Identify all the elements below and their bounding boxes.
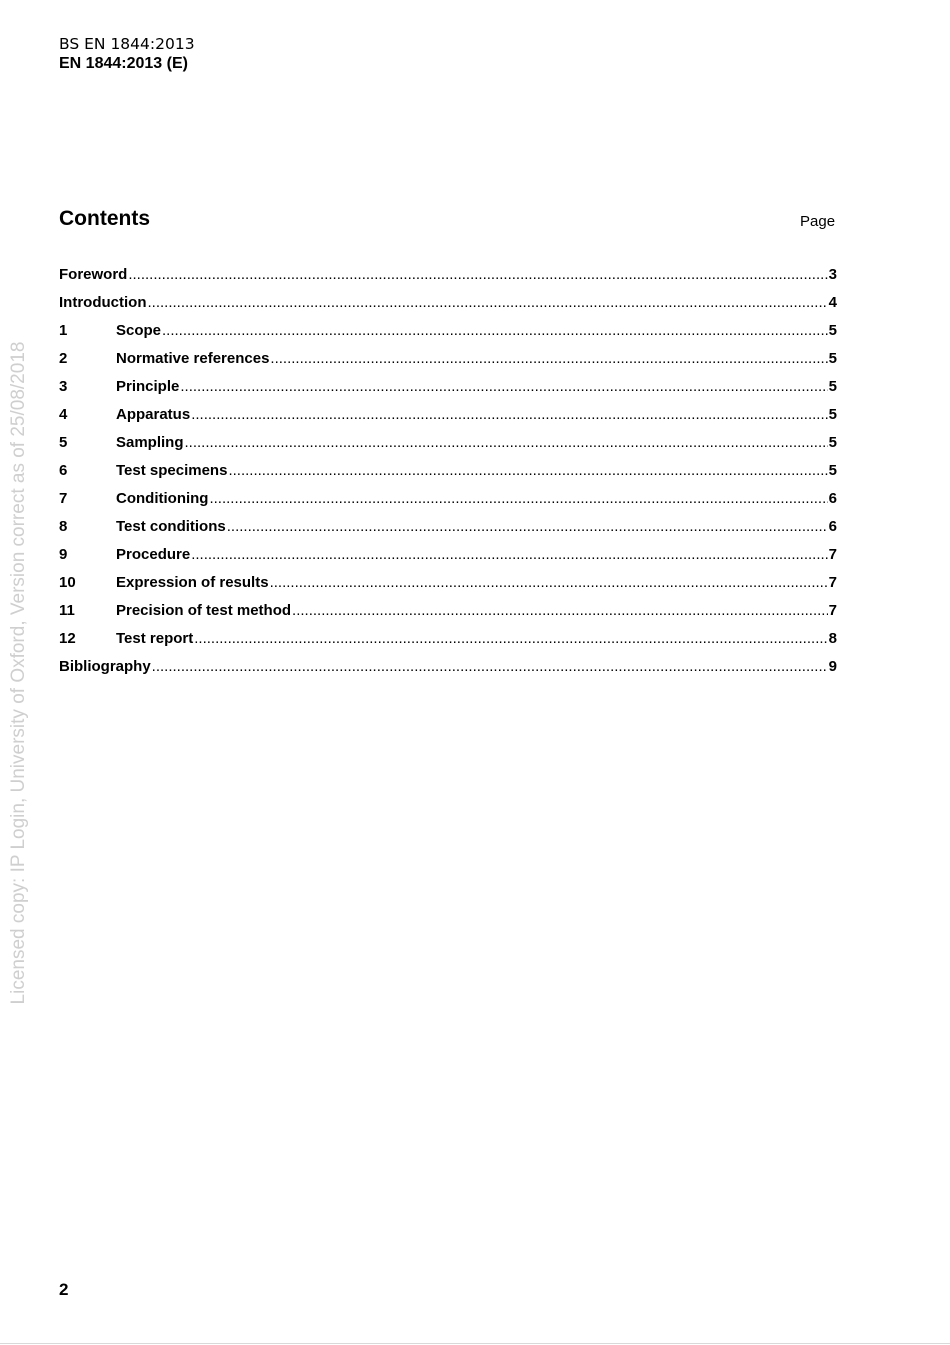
toc-entry-normative-references[interactable] xyxy=(59,350,837,378)
toc-leader-dots xyxy=(162,322,828,339)
page-number: 2 xyxy=(59,1280,69,1299)
toc-entry-number: 12 xyxy=(59,630,76,647)
toc-leader-dots xyxy=(152,658,828,675)
toc-entry-page: 5 xyxy=(828,322,837,339)
toc-entry-label: Procedure xyxy=(116,546,191,563)
toc-leader-dots xyxy=(191,406,827,423)
toc-entry-page: 6 xyxy=(828,518,837,535)
toc-entry-number: 5 xyxy=(59,434,68,451)
toc-entry-apparatus[interactable] xyxy=(59,406,837,434)
toc-entry-bibliography[interactable] xyxy=(59,658,837,686)
toc-entry-test-conditions[interactable] xyxy=(59,518,837,546)
header-standard-bs: BS EN 1844:2013 xyxy=(59,35,195,53)
toc-entry-number: 4 xyxy=(59,406,68,423)
toc-entry-number: 2 xyxy=(59,350,68,367)
toc-entry-label: Test conditions xyxy=(116,518,226,535)
toc-entry-page: 5 xyxy=(828,462,837,479)
toc-entry-sampling[interactable] xyxy=(59,434,837,462)
toc-entry-page: 4 xyxy=(828,294,837,311)
toc-entry-label: Bibliography xyxy=(59,658,151,675)
toc-entry-label: Principle xyxy=(116,378,180,395)
toc-entry-scope[interactable] xyxy=(59,322,837,350)
toc-leader-dots xyxy=(128,266,827,283)
toc-entry-label: Precision of test method xyxy=(116,602,292,619)
toc-entry-introduction[interactable] xyxy=(59,294,837,322)
toc-leader-dots xyxy=(180,378,827,395)
toc-leader-dots xyxy=(270,574,828,591)
toc-entry-principle[interactable] xyxy=(59,378,837,406)
toc-leader-dots xyxy=(194,630,827,647)
toc-entry-page: 5 xyxy=(828,434,837,451)
toc-entry-page: 6 xyxy=(828,490,837,507)
toc-leader-dots xyxy=(292,602,828,619)
toc-entry-number: 7 xyxy=(59,490,68,507)
license-watermark: Licensed copy: IP Login, University of Oxford, Version correct as of 25/08/2018 xyxy=(8,341,29,1005)
toc-entry-conditioning[interactable] xyxy=(59,490,837,518)
contents-title: Contents xyxy=(59,207,150,230)
toc-entry-page: 5 xyxy=(828,350,837,367)
toc-entry-foreword[interactable] xyxy=(59,266,837,294)
toc-entry-number: 10 xyxy=(59,574,76,591)
toc-entry-page: 8 xyxy=(828,630,837,647)
toc-entry-page: 3 xyxy=(828,266,837,283)
toc-entry-expression-of-results[interactable] xyxy=(59,574,837,602)
toc-leader-dots xyxy=(185,434,828,451)
toc-entry-page: 5 xyxy=(828,378,837,395)
toc-entry-label: Foreword xyxy=(59,266,128,283)
toc-leader-dots xyxy=(209,490,827,507)
toc-entry-number: 3 xyxy=(59,378,68,395)
toc-leader-dots xyxy=(147,294,827,311)
toc-entry-label: Normative references xyxy=(116,350,270,367)
toc-entry-number: 6 xyxy=(59,462,68,479)
toc-entry-label: Introduction xyxy=(59,294,147,311)
toc-entry-number: 8 xyxy=(59,518,68,535)
toc-entry-page: 7 xyxy=(828,574,837,591)
toc-entry-label: Apparatus xyxy=(116,406,191,423)
toc-entry-number: 11 xyxy=(59,602,75,619)
toc-leader-dots xyxy=(270,350,827,367)
toc-entry-label: Conditioning xyxy=(116,490,209,507)
toc-entry-label: Test specimens xyxy=(116,462,228,479)
toc-entry-label: Sampling xyxy=(116,434,184,451)
toc-leader-dots xyxy=(191,546,827,563)
toc-entry-procedure[interactable] xyxy=(59,546,837,574)
toc-entry-number: 9 xyxy=(59,546,68,563)
toc-entry-number: 1 xyxy=(59,322,68,339)
header-standard-en: EN 1844:2013 (E) xyxy=(59,55,188,72)
toc-entry-page: 7 xyxy=(828,602,837,619)
toc-entry-page: 5 xyxy=(828,406,837,423)
page-column-label: Page xyxy=(800,213,836,230)
toc-entry-label: Expression of results xyxy=(116,574,269,591)
toc-entry-label: Test report xyxy=(116,630,194,647)
toc-entry-page: 7 xyxy=(828,546,837,563)
toc-entry-label: Scope xyxy=(116,322,162,339)
toc-leader-dots xyxy=(228,462,827,479)
toc-entry-precision-of-test-method[interactable] xyxy=(59,602,837,630)
toc-entry-page: 9 xyxy=(828,658,837,675)
table-of-contents xyxy=(59,266,837,686)
page-bottom-divider xyxy=(0,1343,950,1344)
toc-leader-dots xyxy=(227,518,828,535)
toc-entry-test-report[interactable] xyxy=(59,630,837,658)
toc-entry-test-specimens[interactable] xyxy=(59,462,837,490)
